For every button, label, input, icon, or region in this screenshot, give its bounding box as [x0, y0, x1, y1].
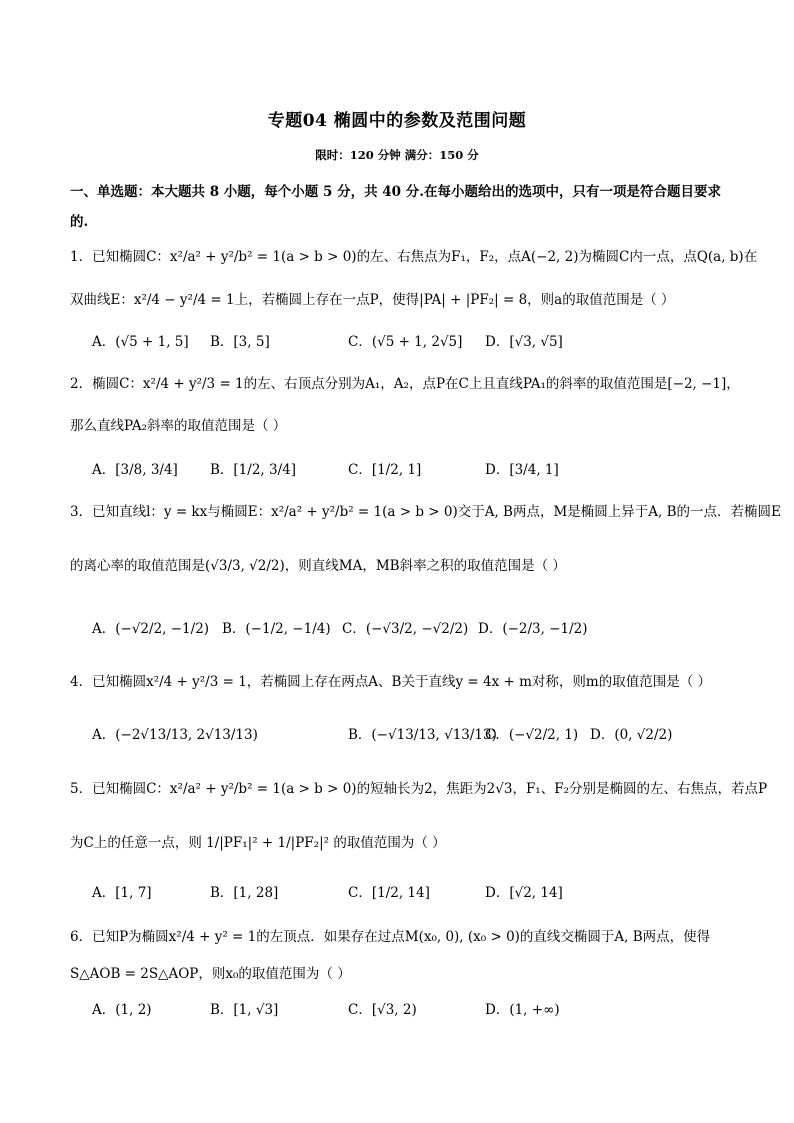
question-1-line-2: 双曲线E：x²/4 − y²/4 = 1上，若椭圆上存在一点P，使得|PA| + |PF₂| = 8，则a的取值范围是（ ）: [70, 292, 675, 308]
question-2-line-2: 那么直线PA₂斜率的取值范围是（ ）: [70, 418, 287, 434]
question-3-option-c: C．(−√3/2, −√2/2): [342, 621, 469, 637]
question-3-option-a: A．(−√2/2, −1/2): [92, 621, 210, 637]
time-score-info: 限时：120 分钟 满分：150 分: [315, 148, 479, 162]
question-4-line-1: 4．已知椭圆x²/4 + y²/3 = 1，若椭圆上存在两点A、B关于直线y = 4x + m对称，则m的取值范围是（ ）: [70, 674, 711, 690]
question-4-option-c: C．(−√2/2, 1): [485, 727, 579, 743]
question-6-option-a: A．(1, 2): [92, 1002, 152, 1018]
question-4-option-a: A．(−2√13/13, 2√13/13): [92, 727, 258, 743]
question-1-line-1: 1．已知椭圆C：x²/a² + y²/b² = 1(a > b > 0)的左、右焦点为F₁，F₂，点A(−2, 2)为椭圆C内一点，点Q(a, b)在: [70, 249, 758, 265]
question-5-line-2: 为C上的任意一点，则 1/|PF₁|² + 1/|PF₂|² 的取值范围为（ ）: [70, 835, 446, 851]
question-6-line-2: S△AOB = 2S△AOP，则x₀的取值范围为（ ）: [70, 966, 351, 982]
page-title: 专题04 椭圆中的参数及范围问题: [267, 111, 527, 131]
question-5-option-d: D．[√2, 14]: [485, 885, 563, 901]
question-2-option-c: C．[1/2, 1]: [348, 462, 422, 478]
question-4-option-b: B．(−√13/13, √13/13): [348, 727, 497, 743]
question-2-option-a: A．[3/8, 3/4]: [92, 462, 178, 478]
question-3-line-1: 3．已知直线l：y = kx与椭圆E：x²/a² + y²/b² = 1(a > b > 0)交于A, B两点，M是椭圆上异于A, B的一点．若椭圆E: [70, 504, 781, 520]
question-5-option-a: A．[1, 7]: [92, 885, 152, 901]
question-4-option-d: D．(0, √2/2): [590, 727, 673, 743]
question-1-option-d: D．[√3, √5]: [485, 334, 563, 350]
question-1-option-a: A．(√5 + 1, 5]: [92, 334, 189, 350]
question-3-option-d: D．(−2/3, −1/2): [478, 621, 588, 637]
question-5-option-c: C．[1/2, 14]: [348, 885, 430, 901]
question-6-option-b: B．[1, √3]: [210, 1002, 279, 1018]
question-6-option-c: C．[√3, 2): [348, 1002, 417, 1018]
question-3-option-b: B．(−1/2, −1/4): [222, 621, 331, 637]
question-1-option-c: C．(√5 + 1, 2√5]: [348, 334, 463, 350]
question-2-option-b: B．[1/2, 3/4]: [210, 462, 296, 478]
question-5-line-1: 5．已知椭圆C：x²/a² + y²/b² = 1(a > b > 0)的短轴长为2，焦距为2√3，F₁、F₂分别是椭圆的左、右焦点，若点P: [70, 781, 768, 797]
question-2-option-d: D．[3/4, 1]: [485, 462, 559, 478]
question-2-line-1: 2．椭圆C：x²/4 + y²/3 = 1的左、右顶点分别为A₁，A₂，点P在C上且直线PA₁的斜率的取值范围是[−2, −1]，: [70, 376, 740, 392]
question-1-option-b: B．[3, 5]: [210, 334, 270, 350]
question-6-option-d: D．(1, +∞): [485, 1002, 560, 1018]
question-6-line-1: 6．已知P为椭圆x²/4 + y² = 1的左顶点．如果存在过点M(x₀, 0), (x₀ > 0)的直线交椭圆于A, B两点，使得: [70, 929, 711, 945]
question-3-line-2: 的离心率的取值范围是(√3/3, √2/2)，则直线MA，MB斜率之积的取值范围是（ ）: [70, 558, 566, 574]
question-5-option-b: B．[1, 28]: [210, 885, 279, 901]
section-heading: 一、单选题：本大题共 8 小题，每个小题 5 分，共 40 分.在每小题给出的选项中，只有一项是符合题目要求的.: [70, 184, 721, 230]
